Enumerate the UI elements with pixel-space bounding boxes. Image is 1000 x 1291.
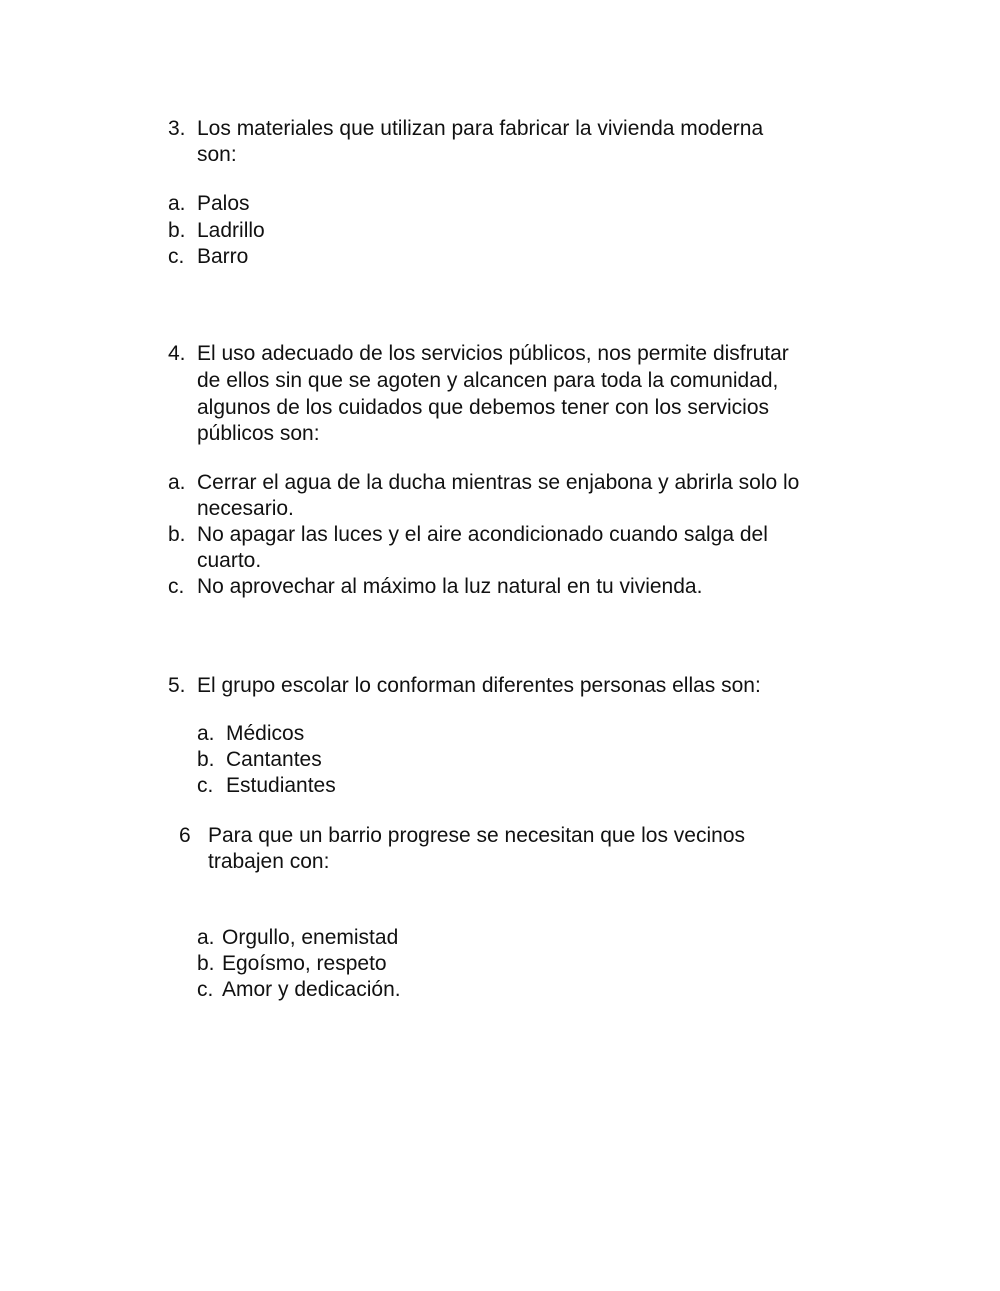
question-text-line: El uso adecuado de los servicios públicos, nos permite disfrutar xyxy=(197,342,789,365)
option-text: Cantantes xyxy=(226,748,322,771)
question-text-line: El grupo escolar lo conforman diferentes personas ellas son: xyxy=(197,674,761,697)
option-marker: c. xyxy=(168,245,185,268)
option-marker: b. xyxy=(168,219,186,242)
option-text: cuarto. xyxy=(197,549,262,572)
option-text: Palos xyxy=(197,192,250,215)
question-number: 4. xyxy=(168,342,186,365)
question-number: 3. xyxy=(168,117,186,140)
option-marker: a. xyxy=(197,722,215,745)
option-text: No aprovechar al máximo la luz natural en tu vivienda. xyxy=(197,575,703,598)
option-marker: b. xyxy=(168,523,186,546)
question-number: 5. xyxy=(168,674,186,697)
question-text-line: son: xyxy=(197,143,237,166)
option-text: Orgullo, enemistad xyxy=(222,926,399,949)
option-marker: a. xyxy=(168,471,186,494)
option-marker: b. xyxy=(197,952,215,975)
question-text-line: Los materiales que utilizan para fabricar la vivienda moderna xyxy=(197,117,764,140)
option-text: Médicos xyxy=(226,722,305,745)
question-text-line: de ellos sin que se agoten y alcancen para toda la comunidad, xyxy=(197,369,779,392)
question-text-line: trabajen con: xyxy=(208,850,330,873)
option-marker: c. xyxy=(197,774,214,797)
question-text-line: Para que un barrio progrese se necesitan que los vecinos xyxy=(208,824,745,847)
option-text: Ladrillo xyxy=(197,219,265,242)
option-text: No apagar las luces y el aire acondicionado cuando salga del xyxy=(197,523,768,546)
option-text: necesario. xyxy=(197,497,294,520)
option-text: Amor y dedicación. xyxy=(222,978,401,1001)
option-marker: c. xyxy=(197,978,214,1001)
option-text: Estudiantes xyxy=(226,774,336,797)
option-text: Barro xyxy=(197,245,249,268)
option-text: Egoísmo, respeto xyxy=(222,952,387,975)
question-text-line: públicos son: xyxy=(197,422,320,445)
option-marker: a. xyxy=(168,192,186,215)
option-marker: b. xyxy=(197,748,215,771)
question-text-line: algunos de los cuidados que debemos tener con los servicios xyxy=(197,396,770,419)
option-text: Cerrar el agua de la ducha mientras se enjabona y abrirla solo lo xyxy=(197,471,800,494)
option-marker: a. xyxy=(197,926,215,949)
option-marker: c. xyxy=(168,575,185,598)
question-number: 6 xyxy=(179,824,191,847)
